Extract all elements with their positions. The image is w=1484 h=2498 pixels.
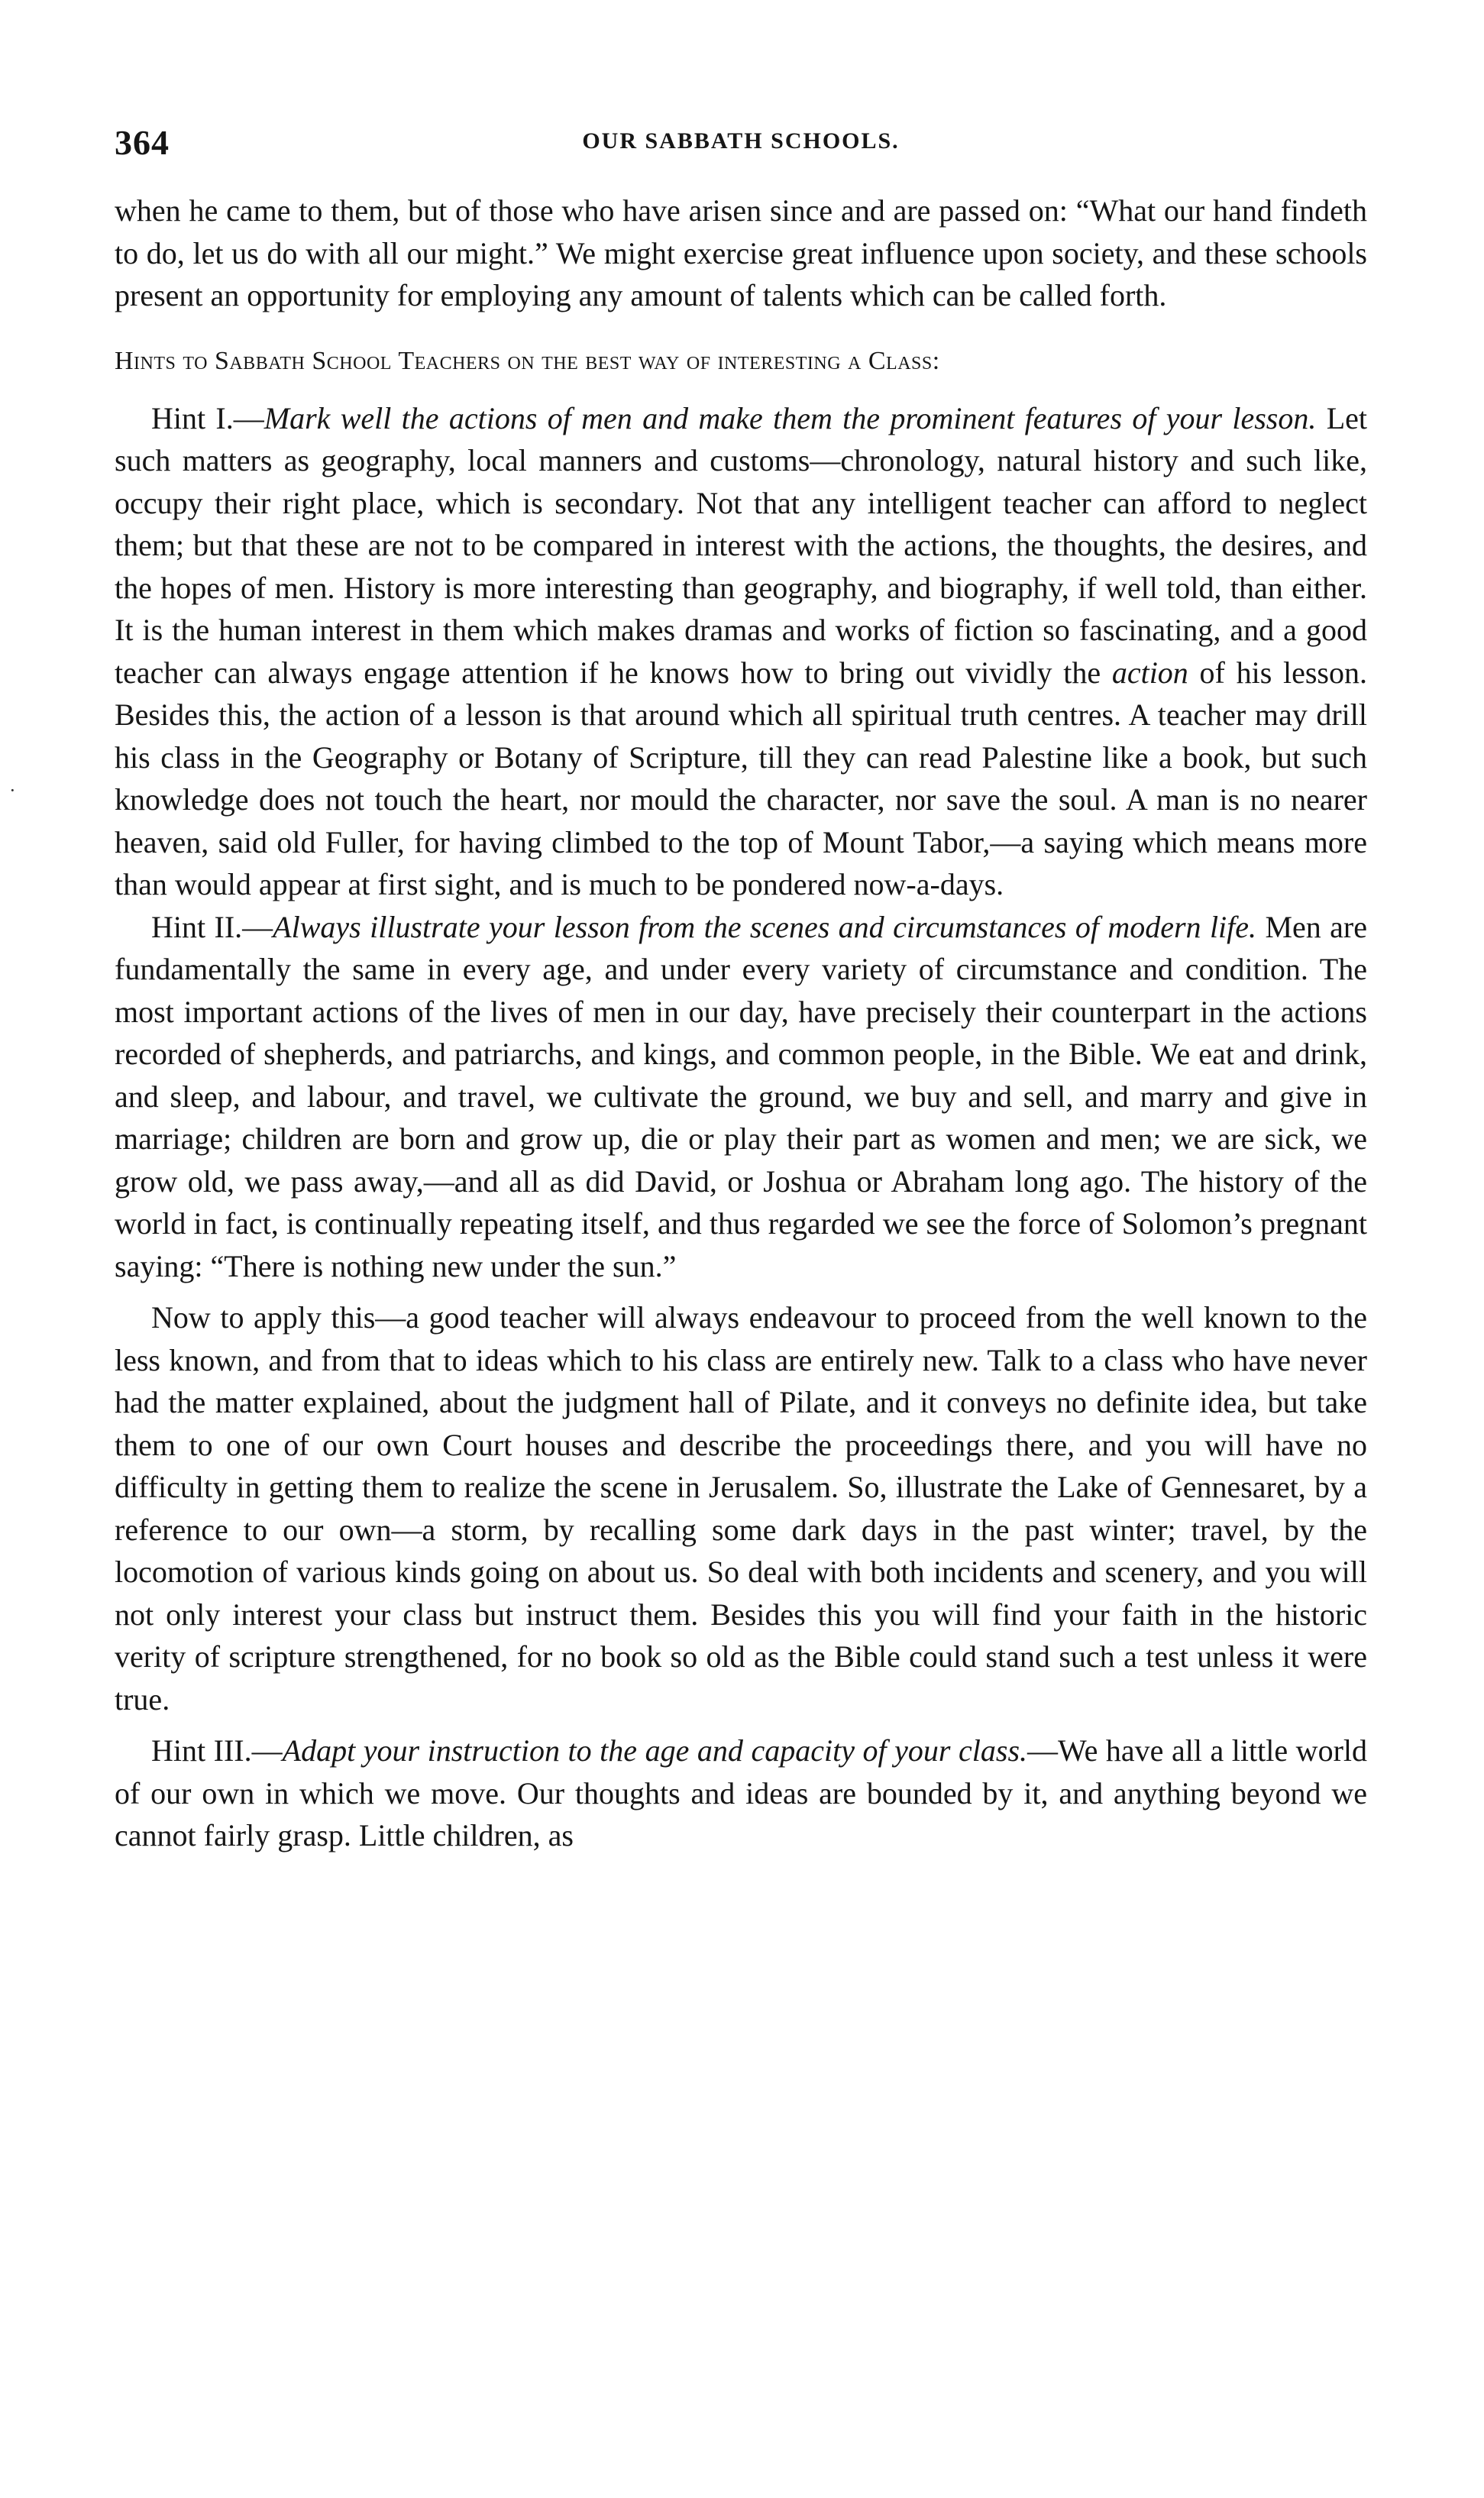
paragraph-hint-2 (115, 906, 1367, 1288)
hint-1-body: Let such matters as geography, local manners and customs—chronology, natural history and such like, occupy their right place, which is secondary. Not that any intelligent teacher can afford to neglect them; but that these are not to be compared in interest with the actions, the thoughts, the desires, and the hopes of men. History is more interesting than geography, and biography, if well told, than either. It is the human interest in them which makes dramas and works of fiction so fascinating, and a good teacher can always engage attention if he knows how to bring out vividly the (115, 400, 1367, 690)
hint-1-rule: Mark well the actions of men and make them the prominent features of your lesson. (263, 400, 1317, 435)
hint-1-label: Hint I.— (151, 400, 264, 435)
hint-3-label: Hint III.— (151, 1733, 283, 1768)
hint-1-body-end: of his lesson. Besides this, the action of a lesson is that around which all spiritual truth centres. A teacher may drill his class in the Geography or Botany of Scripture, till they can read Palestine like a book, but such knowledge does not touch the heart, nor mould the character, nor save the soul. A man is no nearer heaven, said old Fuller, for having climbed to the top of Mount Tabor,—a saying which means more than would appear at first sight, and is much to be pondered now-a-days. (115, 655, 1367, 901)
hint-3-body: —We have all a little world of our own in which we move. Our thoughts and ideas are bounded by it, and anything beyond we cannot fairly grasp. Little children, as (115, 1733, 1368, 1852)
hint-2-label: Hint II.— (151, 909, 273, 944)
paragraph-apply: Now to apply this—a good teacher will always endeavour to proceed from the well known to the less known, and from that to ideas which to his class are entirely new. Talk to a class who have never had the matter explained, about the judgment hall of Pilate, and it conveys no definite idea, but take them to one of our own Court houses and describe the proceedings there, and you will have no difficulty in getting them to realize the scene in Jerusalem. So, illustrate the Lake of Gennesaret, by a reference to our own—a storm, by recalling some dark days in the past winter; travel, by the locomotion of various kinds going on about us. So deal with both incidents and scenery, and you will not only interest your class but instruct them. Besides this you will find your faith in the historic verity of scripture strengthened, for no book so old as the Bible could stand such a test unless it were true. (115, 1300, 1367, 1717)
hint-2-body: Men are fundamentally the same in every age, and under every variety of circumstance and condition. The most important actions of the lives of men in our day, have precisely their counterpart in the actions recorded of shepherds, and patriarchs, and kings, and common people, in the Bible. We eat and drink, and sleep, and labour, and travel, we cultivate the ground, we buy and sell, and marry and give in marriage; children are born and grow up, die or play their part as women and men; we are sick, we grow old, we pass away,—and all as did David, or Joshua or Abraham long ago. The history of the world in fact, is continually repeating itself, and thus regarded we see the force of Solomon’s pregnant saying: “There is nothing new under the sun.” (115, 909, 1368, 1283)
section-heading (115, 340, 1367, 382)
page (115, 122, 1367, 1857)
section-heading-text: Hints to Sabbath School Teachers on the best way of interesting a Class: (115, 346, 940, 375)
paragraph-hint-1 (115, 397, 1367, 906)
margin-speck: · (9, 779, 16, 801)
hint-2-rule: Always illustrate your lesson from the scenes and circumstances of modern life. (273, 909, 1257, 944)
hint-1-emphasis: action (1111, 655, 1188, 690)
hint-3-rule: Adapt your instruction to the age and capacity of your class. (282, 1733, 1028, 1768)
paragraph-intro: when he came to them, but of those who have arisen since and are passed on: “What our hand findeth to do, let us do with all our might.” We might exercise great influence upon society, and these schools present an opportunity for employing any amount of talents which can be called forth. (115, 193, 1367, 312)
running-title: OUR SABBATH SCHOOLS. (582, 128, 900, 154)
page-number: 364 (115, 123, 170, 162)
running-head (115, 122, 1367, 168)
paragraph-hint-3 (115, 1730, 1367, 1857)
